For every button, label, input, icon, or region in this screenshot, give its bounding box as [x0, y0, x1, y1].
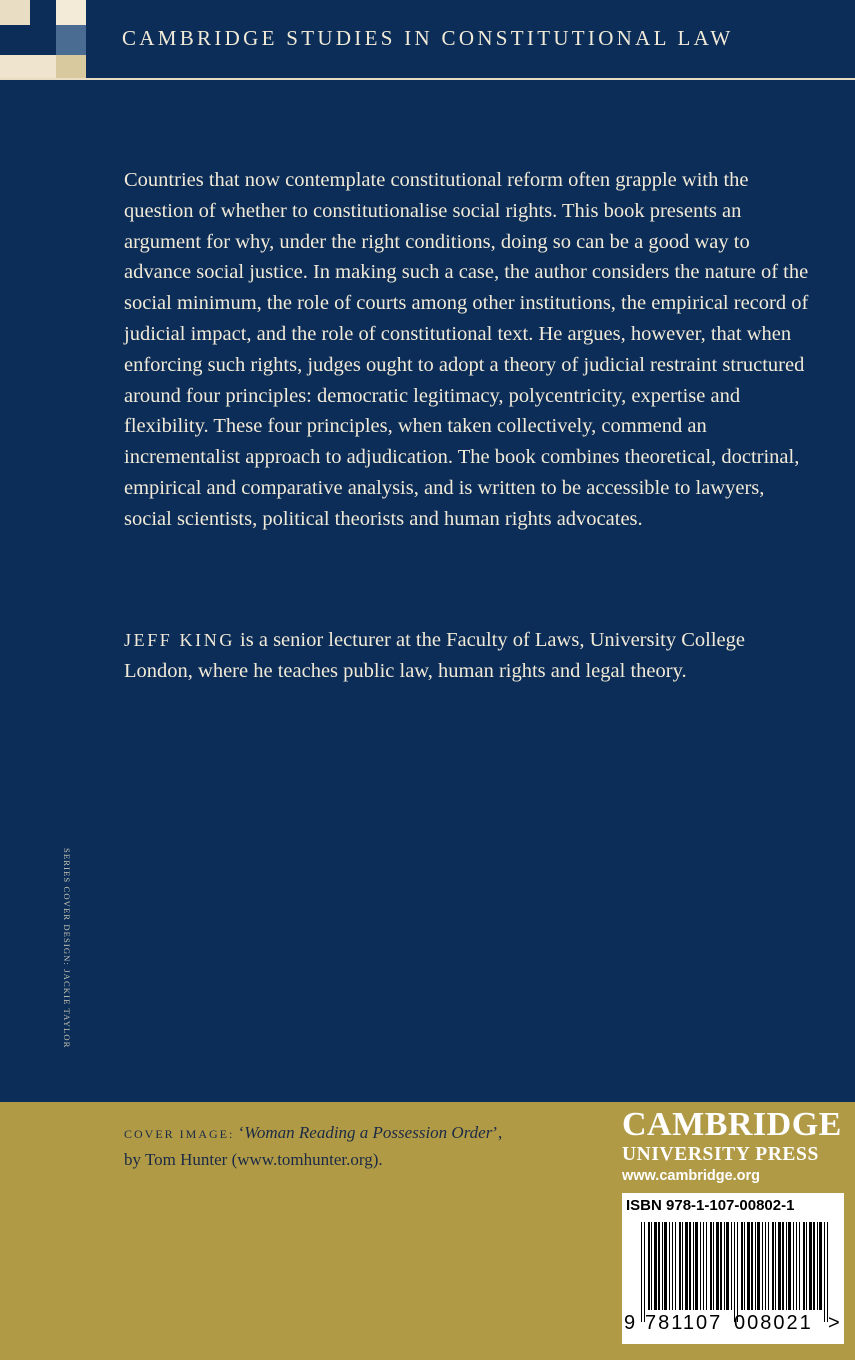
barcode-bar [706, 1222, 707, 1310]
publisher-press: UNIVERSITY PRESS [622, 1144, 819, 1165]
barcode-bar [703, 1222, 704, 1310]
barcode-bar [726, 1222, 729, 1310]
cover-image-byline: by Tom Hunter (www.tomhunter.org). [124, 1150, 383, 1169]
barcode-bar [675, 1222, 676, 1310]
barcode-bar [710, 1222, 712, 1310]
barcode-bar [786, 1222, 787, 1310]
barcode-bar [724, 1222, 725, 1310]
barcode-bar [700, 1222, 701, 1310]
barcode-bar [762, 1222, 763, 1310]
barcode-bar [782, 1222, 784, 1310]
barcode-bar [817, 1222, 818, 1310]
barcode-bar [693, 1222, 694, 1310]
barcode-bar [765, 1222, 766, 1310]
barcode-bar [672, 1222, 673, 1310]
author-name: JEFF KING [124, 630, 235, 650]
barcode-bar [641, 1222, 642, 1322]
barcode-bar [658, 1222, 660, 1310]
author-bio-text: is a senior lecturer at the Faculty of Laws, University College London, where he teaches public law, human rights and legal theory. [124, 629, 745, 682]
barcode-bar [720, 1222, 722, 1310]
series-design-credit: SERIES COVER DESIGN: JACKIE TAYLOR [62, 848, 72, 1049]
barcode-bar [664, 1222, 667, 1310]
barcode-bar [654, 1222, 657, 1310]
barcode-bar [744, 1222, 745, 1310]
barcode-digit-group-right: 008021 [734, 1312, 813, 1334]
barcode-bar [644, 1222, 645, 1322]
barcode-bar [648, 1222, 650, 1310]
barcode-bar [734, 1222, 735, 1322]
book-blurb: Countries that now contemplate constitutional reform often grapple with the question of whether to constitutionalise social rights. This book presents an argument for why, under the right conditions, doing so can be a good way to advance social justice. In making such a case, the author considers the nature of the social minimum, the role of courts among other institutions, the empirical record of judicial impact, and the role of constitutional text. He argues, however, that when enforcing such rights, judges ought to adopt a theory of judicial restraint structured around four principles: democratic legitimacy, polycentricity, expertise and flexibility. These four principles, when taken collectively, commend an incrementalist approach to adjudication. The book combines theoretical, doctrinal, empirical and comparative analysis, and is written to be accessible to lawyers, social scientists, political theorists and human rights advocates. [124, 169, 809, 530]
barcode-bar [827, 1222, 828, 1322]
barcode-bar [809, 1222, 812, 1310]
barcode-bar [651, 1222, 652, 1310]
barcode-bar [689, 1222, 691, 1310]
barcode-bar [778, 1222, 781, 1310]
barcode-bar [755, 1222, 756, 1310]
barcode-bar [819, 1222, 822, 1310]
cover-image-label: COVER IMAGE: [124, 1127, 235, 1141]
barcode-bar [799, 1222, 800, 1310]
barcode-bar [747, 1222, 750, 1310]
barcode-bar [662, 1222, 663, 1310]
series-title: CAMBRIDGE STUDIES IN CONSTITUTIONAL LAW [122, 26, 734, 50]
barcode-bar [716, 1222, 719, 1310]
cover-open-quote: ‘ [234, 1123, 245, 1142]
publisher-url: www.cambridge.org [622, 1168, 761, 1184]
publisher-name: CAMBRIDGE [622, 1106, 842, 1143]
barcode-bar [813, 1222, 815, 1310]
barcode-bar [669, 1222, 670, 1310]
barcode-bar [751, 1222, 753, 1310]
isbn-label: ISBN 978-1-107-00802-1 [626, 1197, 795, 1214]
barcode-digit-tail: > [828, 1312, 840, 1334]
barcode-bar [788, 1222, 791, 1310]
barcode-bar [768, 1222, 769, 1310]
barcode-bar [775, 1222, 776, 1310]
barcode-bar [682, 1222, 683, 1310]
barcode-bar [679, 1222, 681, 1310]
barcode-bar [757, 1222, 760, 1310]
barcode-bar [793, 1222, 794, 1310]
barcode-bar [731, 1222, 732, 1310]
barcode-bar [824, 1222, 825, 1322]
barcode-bar [803, 1222, 805, 1310]
barcode-bar [713, 1222, 714, 1310]
barcode-bar [737, 1222, 738, 1322]
barcode-bar [741, 1222, 743, 1310]
barcode-digit-group-left: 781107 [645, 1312, 723, 1334]
barcode-bar [796, 1222, 797, 1310]
cover-close-quote: ’, [492, 1123, 503, 1142]
cover-image-title: Woman Reading a Possession Order [244, 1123, 493, 1142]
barcode-bar [806, 1222, 807, 1310]
barcode-bar [695, 1222, 698, 1310]
barcode-bar [772, 1222, 774, 1310]
barcode-bar [685, 1222, 688, 1310]
barcode-digit-lead: 9 [624, 1312, 636, 1334]
